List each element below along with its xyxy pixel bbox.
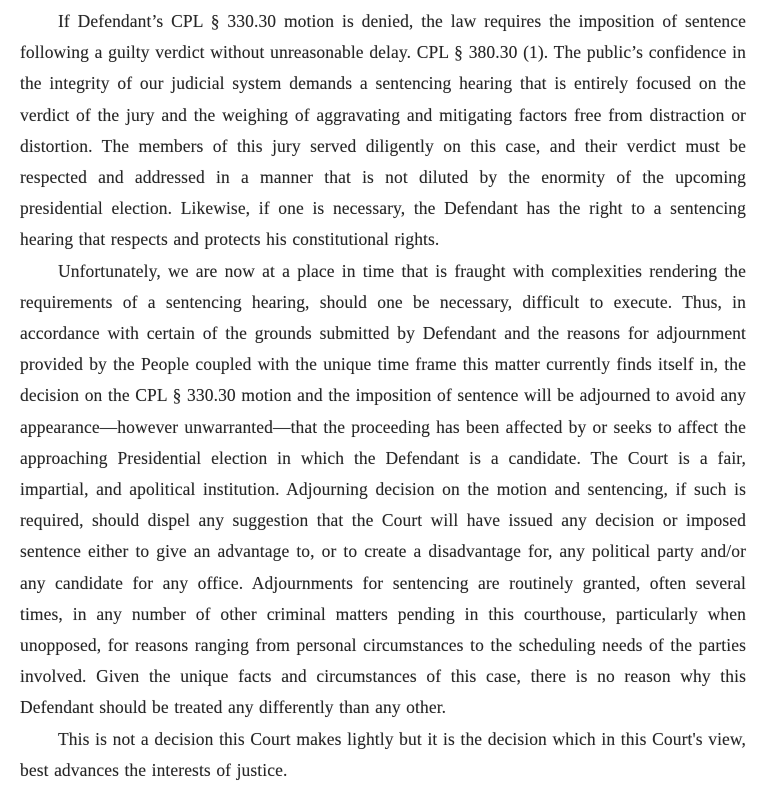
paragraph-conclusion: This is not a decision this Court makes lightly but it is the decision which in this Court's view, best advances the interests of justice. [20,728,746,780]
paragraph-adjournment-reasoning: Unfortunately, we are now at a place in time that is fraught with complexities rendering the requirements of a sentencing hearing, should one be necessary, difficult to execute. Thus, in accordance with certain of the grounds submitted by Defendant and the reasons for adjournment provided by the People coupled with the unique time frame this matter currently finds itself in, the decision on the CPL § 330.30 motion and the imposition of sentence will be adjourned to avoid any appearance—however unwarranted—that the proceeding has been affected by or seeks to affect the approaching Presidential election in which the Defendant is a candidate. The Court is a fair, impartial, and apolitical institution. Adjourning decision on the motion and sentencing, if such is required, should dispel any suggestion that the Court will have issued any decision or imposed sentence either to give an advantage to, or to create a disadvantage for, any political party and/or any candidate for any office. Adjournments for sentencing are routinely granted, often several times, in any number of other criminal matters pending in this courthouse, particularly when unopposed, for reasons ranging from personal circumstances to the scheduling needs of the parties involved. Given the unique facts and circumstances of this case, there is no reason why this Defendant should be treated any differently than any other. [20,260,746,718]
paragraph-sentencing-requirement: If Defendant’s CPL § 330.30 motion is denied, the law requires the imposition of sentence following a guilty verdict without unreasonable delay. CPL § 380.30 (1). The public’s confidence in the integrity of our judicial system demands a sentencing hearing that is entirely focused on the verdict of the jury and the weighing of aggravating and mitigating factors free from distraction or distortion. The members of this jury served diligently on this case, and their verdict must be respected and addressed in a manner that is not diluted by the enormity of the upcoming presidential election. Likewise, if one is necessary, the Defendant has the right to a sentencing hearing that respects and protects his constitutional rights. [20,11,746,250]
